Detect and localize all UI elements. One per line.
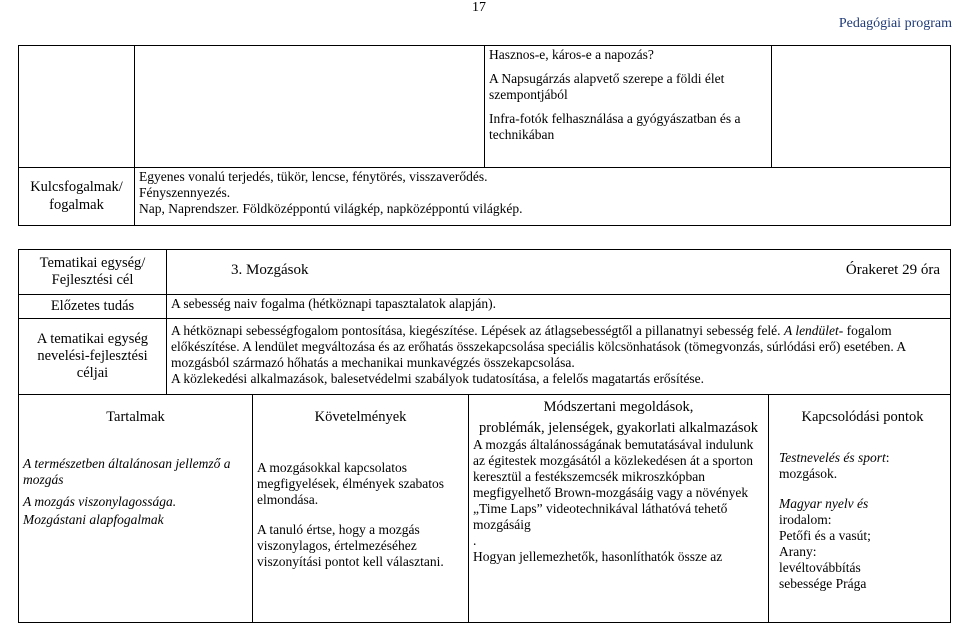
topic-item: Hasznos-e, káros-e a napozás?: [489, 47, 654, 62]
links-hu-item: Arany:: [779, 543, 817, 559]
links-hu-item: levéltovábbítás: [779, 559, 861, 575]
empty-cell: [772, 46, 951, 168]
links-column: [769, 395, 951, 623]
requirement-item: A mozgásokkal kapcsolatos megfigyelések, élmények szabatos elmondása.: [257, 460, 445, 507]
unit-label: Tematikai egység/ Fejlesztési cél: [19, 250, 167, 295]
methods-question: Hogyan jellemezhetők, hasonlíthatók össze az: [473, 548, 723, 564]
methods-column: [469, 395, 769, 623]
page-number: 17: [472, 0, 486, 15]
goals-label: A tematikai egység nevelési-fejlesztési céljai: [19, 319, 167, 395]
requirements-header: Követelmények: [314, 409, 407, 425]
links-hu-rest: irodalom:: [779, 511, 832, 527]
methods-dot: .: [473, 532, 477, 548]
requirement-item: A tanuló értse, hogy a mozgás viszonylagos, értelmezéséhez viszonyítási pontot kell választani.: [257, 521, 444, 569]
topic-item: A Napsugárzás alapvető szerepe a földi élet szempontjából: [489, 70, 725, 102]
content-item: Mozgástani alapfogalmak: [23, 511, 164, 527]
links-hu-title: Magyar nyelv és: [779, 495, 869, 511]
prereq-label: Előzetes tudás: [19, 295, 167, 319]
goals-text: A hétköznapi sebességfogalom pontosítása, kiegészítése. Lépések az átlagsebességtől a pillanatnyi sebesség felé. A lendület- fogalom előkészítése. A lendület megváltozása és az erőhatás összekapcsolása speciális kölcsönhatások (tömegvonzás, súrlódási erő) esetében. A mozgásból származó hőhatás a mechanikai munkavégzés összekapcsolása. A közlekedési alkalmazások, balesetvédelmi szabályok tudatosítása, a felelős magatartás erősítése.: [167, 319, 951, 395]
key-concepts-table: [18, 45, 951, 226]
methods-text: A mozgás általánosságának bemutatásával indulunk az égitestek mozgásától a közlekedésen át a sporton keresztül a festékszemcsék mikroszkópban megfigyelhető Brown-mozgásáig vagy a növények „Time Laps” videotechnikával láthatóvá tehető mozgásáig: [473, 437, 754, 532]
requirements-column: [253, 395, 469, 623]
unit-title-cell: [167, 250, 951, 295]
topic-items-cell: [485, 46, 772, 168]
time-frame: Órakeret 29 óra: [845, 262, 940, 279]
unit-title: 3. Mozgások: [231, 262, 309, 279]
contents-header: Tartalmak: [106, 409, 165, 425]
links-hu-item: Petőfi és a vasút;: [779, 527, 871, 543]
content-item: A természetben általánosan jellemző a mozgás: [23, 456, 231, 488]
key-concepts-text: Egyenes vonalú terjedés, tükör, lencse, fénytörés, visszaverődés. Fényszennyezés. Nap, Naprendszer. Földközéppontú világkép, napközéppontú világkép.: [135, 168, 951, 226]
topic-item: Infra-fotók felhasználása a gyógyászatban és a technikában: [489, 110, 741, 142]
methods-header-line2: problémák, jelenségek, gyakorlati alkalmazások: [478, 420, 759, 437]
contents-column: [19, 395, 253, 623]
links-hu-item: sebessége Prága: [779, 575, 867, 591]
content-item: A mozgás viszonylagossága.: [23, 493, 177, 509]
empty-cell: [135, 46, 485, 168]
program-title: Pedagógiai program: [838, 16, 952, 31]
methods-header-line1: Módszertani megoldások,: [543, 399, 694, 415]
unit-table: [18, 249, 951, 623]
prereq-text: A sebesség naiv fogalma (hétköznapi tapasztalatok alapján).: [167, 295, 951, 319]
links-pe: Testnevelés és sport: mozgások.: [779, 450, 890, 482]
empty-cell: [19, 46, 135, 168]
key-concepts-label: Kulcsfogalmak/ fogalmak: [19, 168, 135, 226]
links-header: Kapcsolódási pontok: [801, 409, 924, 425]
